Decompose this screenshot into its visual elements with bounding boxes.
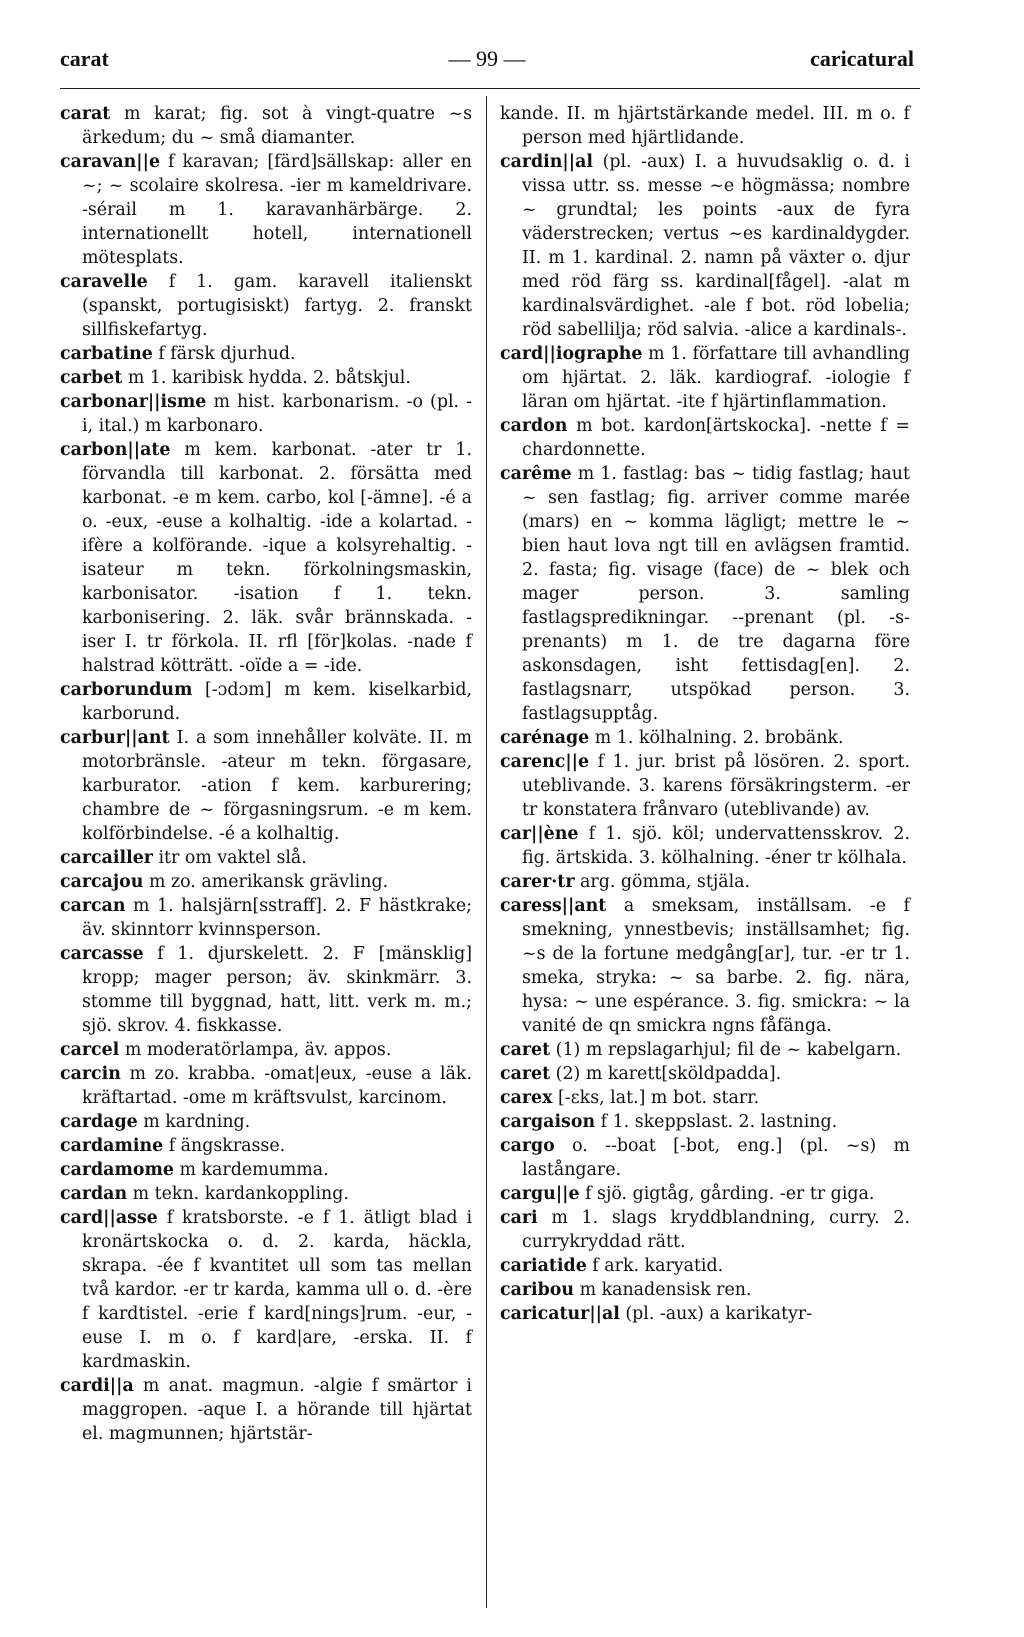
entry-definition: m tekn. kardankoppling. bbox=[132, 1184, 349, 1204]
entry-headword: carbatine bbox=[60, 344, 153, 364]
entry-definition: (pl. -aux) a karikatyr- bbox=[625, 1304, 813, 1324]
entry-definition: kande. II. m hjärtstärkande medel. III. m o. f person med hjärtlidande. bbox=[500, 104, 910, 148]
entry-definition: m hist. karbonarism. -o (pl. -i, ital.) m karbonaro. bbox=[82, 392, 473, 436]
entry-headword: car||ène bbox=[500, 824, 579, 844]
running-header bbox=[60, 46, 914, 80]
entry-headword: carcailler bbox=[60, 848, 153, 868]
dictionary-entry bbox=[500, 894, 910, 1038]
entry-headword: cardi||a bbox=[60, 1376, 134, 1396]
entry-headword: caress||ant bbox=[500, 896, 607, 916]
entry-headword: caravelle bbox=[60, 272, 148, 292]
dictionary-entry bbox=[60, 270, 472, 342]
dictionary-entry bbox=[60, 366, 472, 390]
dictionary-entry bbox=[60, 1206, 472, 1374]
entry-headword: carat bbox=[60, 104, 111, 124]
entry-definition: m 1. författare till avhandling om hjärtat. 2. läk. kardiograf. -iologie f läran om hjärtat. -ite f hjärtinflammation. bbox=[522, 344, 910, 412]
entry-headword: cardamine bbox=[60, 1136, 164, 1156]
entry-definition: (pl. -aux) I. a huvudsaklig o. d. i vissa uttr. ss. messe ~e högmässa; nombre ~ grundtal; les points -aux de fyra väderstrecken; vertus ~es kardinaldygder. II. m 1. kardinal. 2. namn på växter o. djur med röd färg ss. kardinal[fågel]. -alat m kardinalsvärdighet. -ale f bot. röd lobelia; röd sabellilja; röd salvia. -alice a kardinals-. bbox=[522, 152, 910, 340]
entry-definition: f 1. skeppslast. 2. lastning. bbox=[600, 1112, 838, 1132]
dictionary-entry bbox=[60, 726, 472, 846]
column-divider bbox=[486, 96, 487, 1608]
entry-headword: carcin bbox=[60, 1064, 121, 1084]
dictionary-entry bbox=[500, 462, 910, 726]
entry-headword: carême bbox=[500, 464, 572, 484]
entry-definition: m 1. halsjärn[sstraff]. 2. F hästkrake; äv. skinntorr kvinnsperson. bbox=[82, 896, 473, 940]
entry-headword: caribou bbox=[500, 1280, 575, 1300]
dictionary-entry bbox=[500, 750, 910, 822]
entry-headword: carborundum bbox=[60, 680, 193, 700]
dictionary-entry bbox=[60, 102, 472, 150]
entry-headword: carenc||e bbox=[500, 752, 590, 772]
entry-definition: itr om vaktel slå. bbox=[158, 848, 307, 868]
dictionary-entry bbox=[60, 1110, 472, 1134]
dictionary-entry bbox=[500, 1038, 910, 1062]
entry-headword: cargo bbox=[500, 1136, 555, 1156]
entry-definition: m anat. magmun. -algie f smärtor i maggropen. -aque I. a hörande till hjärtat el. magmunnen; hjärtstär- bbox=[82, 1376, 472, 1444]
dictionary-entry bbox=[60, 1374, 472, 1446]
entry-headword: cari bbox=[500, 1208, 538, 1228]
entry-definition: a smeksam, inställsam. -e f smekning, ynnestbevis; inställsamhet; fig. ~s de la fortune medgång[ar], tur. -er tr 1. smeka, stryka: ~ sa barbe. 2. fig. nära, hysa: ~ une espérance. 3. fig. smickra: ~ la vanité de qn smickra ngns fåfänga. bbox=[522, 896, 910, 1036]
dictionary-entry bbox=[500, 1182, 910, 1206]
entry-headword: carcajou bbox=[60, 872, 144, 892]
dictionary-entry bbox=[60, 1038, 472, 1062]
dictionary-entry bbox=[60, 846, 472, 870]
entry-headword: carénage bbox=[500, 728, 590, 748]
entry-headword: carcel bbox=[60, 1040, 120, 1060]
entry-definition: m bot. kardon[ärtskocka]. -nette f = chardonnette. bbox=[522, 416, 910, 460]
entry-headword: carer·tr bbox=[500, 872, 575, 892]
dictionary-entry bbox=[500, 1206, 910, 1254]
dictionary-entry bbox=[60, 438, 472, 678]
dictionary-entry bbox=[500, 414, 910, 462]
entry-definition: m kem. karbonat. -ater tr 1. förvandla till karbonat. 2. försätta med karbonat. -e m kem. carbo, kol [-ämne]. -é a o. -eux, -euse a kolhaltig. -ide a kolartad. -ifère a kolförande. -ique a kolsyrehaltig. -isateur m tekn. förkolningsmaskin, karbonisator. -isation f 1. tekn. karbonisering. 2. läk. svår brännskada. -iser I. tr förkola. II. rfl [för]kolas. -nade f halstrad kötträtt. -oïde a = -ide. bbox=[82, 440, 473, 676]
entry-headword: carbonar||isme bbox=[60, 392, 207, 412]
entry-headword: caravan||e bbox=[60, 152, 161, 172]
entry-headword: caricatur||al bbox=[500, 1304, 620, 1324]
right-column bbox=[500, 102, 910, 1326]
dictionary-entry bbox=[60, 150, 472, 270]
entry-definition: f 1. gam. karavell italienskt (spanskt, portugisiskt) fartyg. 2. franskt sillfiskefartyg. bbox=[82, 272, 472, 340]
left-column bbox=[60, 102, 472, 1446]
dictionary-entry bbox=[60, 678, 472, 726]
dictionary-entry bbox=[60, 942, 472, 1038]
entry-definition: (2) m karett[sköldpadda]. bbox=[555, 1064, 782, 1084]
entry-headword: carbet bbox=[60, 368, 123, 388]
dictionary-entry bbox=[500, 1110, 910, 1134]
entry-headword: carcasse bbox=[60, 944, 144, 964]
entry-definition: m kanadensisk ren. bbox=[579, 1280, 752, 1300]
dictionary-entry bbox=[60, 894, 472, 942]
entry-headword: cariatide bbox=[500, 1256, 587, 1276]
entry-definition: arg. gömma, stjäla. bbox=[580, 872, 751, 892]
entry-definition: m zo. krabba. -omat|eux, -euse a läk. kräftartad. -ome m kräftsvulst, karcinom. bbox=[82, 1064, 472, 1108]
entry-definition: m karat; fig. sot à vingt-quatre ~s ärkedum; du ~ små diamanter. bbox=[82, 104, 472, 148]
entry-definition: m kardning. bbox=[143, 1112, 251, 1132]
entry-definition: o. --boat [-bot, eng.] (pl. ~s) m lastångare. bbox=[522, 1136, 910, 1180]
entry-definition: m zo. amerikansk grävling. bbox=[148, 872, 389, 892]
dictionary-entry bbox=[60, 870, 472, 894]
entry-definition: f 1. sjö. köl; undervattensskrov. 2. fig. ärtskida. 3. kölhalning. -éner tr kölhala. bbox=[522, 824, 910, 868]
entry-headword: caret bbox=[500, 1064, 551, 1084]
dictionary-entry bbox=[500, 1254, 910, 1278]
entry-headword: cardan bbox=[60, 1184, 128, 1204]
entry-headword: caret bbox=[500, 1040, 551, 1060]
dictionary-entry bbox=[500, 342, 910, 414]
header-rule bbox=[60, 88, 920, 89]
page-number: — 99 — bbox=[448, 46, 526, 71]
dictionary-entry bbox=[500, 1278, 910, 1302]
entry-definition: f 1. jur. brist på lösören. 2. sport. uteblivande. 3. karens försäkringsterm. -er tr konstatera frånvaro (uteblivande) av. bbox=[522, 752, 910, 820]
entry-definition: m 1. slags kryddblandning, curry. 2. currykryddad rätt. bbox=[522, 1208, 910, 1252]
entry-definition: f ängskrasse. bbox=[168, 1136, 286, 1156]
entry-headword: cardin||al bbox=[500, 152, 593, 172]
entry-definition: f 1. djurskelett. 2. F [mänsklig] kropp; mager person; äv. skinkmärr. 3. stomme till byggnad, hatt, litt. verk m. m.; sjö. skrov. 4. fiskkasse. bbox=[82, 944, 473, 1036]
dictionary-entry bbox=[500, 1086, 910, 1110]
entry-definition: [-ɛks, lat.] m bot. starr. bbox=[557, 1088, 760, 1108]
entry-definition: m 1. fastlag: bas ~ tidig fastlag; haut ~ sen fastlag; fig. arriver comme marée (mars) en ~ komma lägligt; mettre le ~ bien haut lova ngt till en avlägsen framtid. 2. fasta; fig. visage (face) de ~ blek och mager person. 3. samling fastlagspredikningar. --prenant (pl. -s-prenants) m 1. de tre dagarna före askonsdagen, isht fettisdag[en]. 2. fastlagsnarr, utspökad person. 3. fastlagsupptåg. bbox=[522, 464, 910, 724]
dictionary-entry bbox=[500, 726, 910, 750]
dictionary-entry bbox=[500, 1134, 910, 1182]
dictionary-entry bbox=[500, 822, 910, 870]
entry-headword: cardage bbox=[60, 1112, 138, 1132]
dictionary-entry bbox=[60, 1062, 472, 1110]
entry-headword: card||iographe bbox=[500, 344, 643, 364]
dictionary-entry bbox=[500, 150, 910, 342]
entry-definition: m 1. kölhalning. 2. brobänk. bbox=[594, 728, 844, 748]
entry-headword: carcan bbox=[60, 896, 126, 916]
entry-definition: m 1. karibisk hydda. 2. båtskjul. bbox=[127, 368, 411, 388]
entry-headword: carbur||ant bbox=[60, 728, 170, 748]
entry-headword: card||asse bbox=[60, 1208, 158, 1228]
dictionary-entry bbox=[500, 870, 910, 894]
entry-definition: f kratsborste. -e f 1. ätligt blad i kronärtskocka o. d. 2. karda, häckla, skrapa. -ée f kvantitet ull som tas mellan två kardor. -er tr karda, kamma ull o. d. -ère f kardtistel. -erie f kard[nings]rum. -eur, -euse I. m o. f kard|are, -erska. II. f kardmaskin. bbox=[82, 1208, 472, 1372]
entry-headword: cardon bbox=[500, 416, 568, 436]
dictionary-entry bbox=[60, 342, 472, 366]
entry-definition: f sjö. gigtåg, gårding. -er tr giga. bbox=[585, 1184, 875, 1204]
header-last-word: caricatural bbox=[810, 46, 914, 71]
entry-definition: f karavan; [färd]sällskap: aller en ~; ~ scolaire skolresa. -ier m kameldrivare. -sérail m 1. karavanhärbärge. 2. internationellt hotell, internationell mötesplats. bbox=[82, 152, 472, 268]
dictionary-entry bbox=[60, 1134, 472, 1158]
entry-headword: carbon||ate bbox=[60, 440, 171, 460]
entry-definition: I. a som innehåller kolväte. II. m motorbränsle. -ateur m tekn. förgasare, karburator. -ation f kem. karburering; chambre de ~ förgasningsrum. -e m kem. kolförbindelse. -é a kolhaltig. bbox=[82, 728, 472, 844]
entry-headword: cardamome bbox=[60, 1160, 174, 1180]
dictionary-entry bbox=[60, 1182, 472, 1206]
header-first-word: carat bbox=[60, 46, 109, 71]
dictionary-entry bbox=[500, 1062, 910, 1086]
entry-definition: m moderatörlampa, äv. appos. bbox=[124, 1040, 392, 1060]
entry-definition: [-ɔdɔm] m kem. kiselkarbid, karborund. bbox=[82, 680, 472, 724]
entry-definition: m kardemumma. bbox=[179, 1160, 329, 1180]
entry-definition: f färsk djurhud. bbox=[158, 344, 296, 364]
dictionary-entry bbox=[500, 1302, 910, 1326]
entry-definition: (1) m repslagarhjul; fil de ~ kabelgarn. bbox=[555, 1040, 902, 1060]
entry-headword: carex bbox=[500, 1088, 553, 1108]
dictionary-entry bbox=[60, 390, 472, 438]
dictionary-entry bbox=[500, 102, 910, 150]
entry-definition: f ark. karyatid. bbox=[592, 1256, 724, 1276]
dictionary-entry bbox=[60, 1158, 472, 1182]
entry-headword: cargaison bbox=[500, 1112, 596, 1132]
entry-headword: cargu||e bbox=[500, 1184, 580, 1204]
